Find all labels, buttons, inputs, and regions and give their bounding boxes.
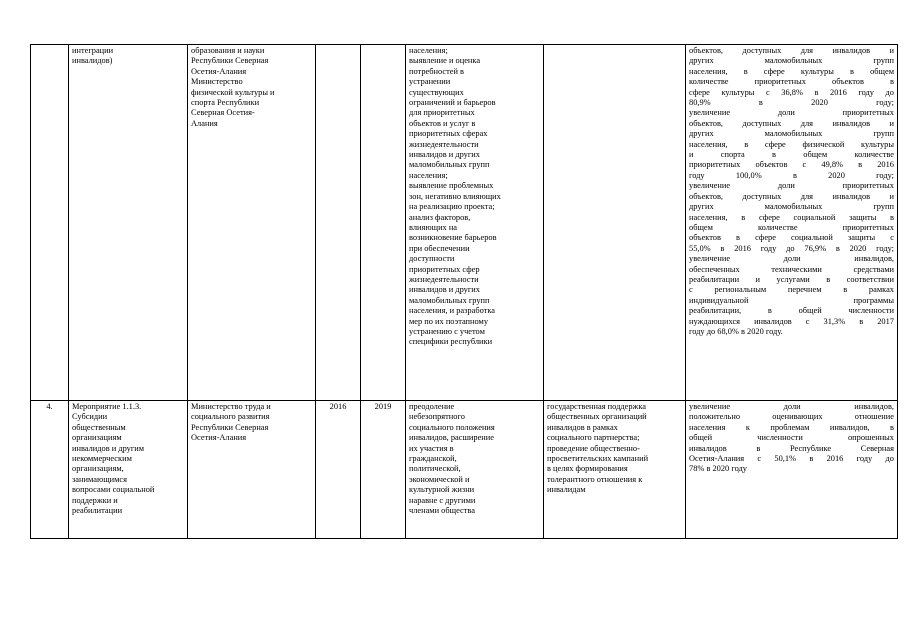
text-line: году до 68,0% в 2020 году. bbox=[689, 326, 783, 336]
executor-cell bbox=[188, 401, 316, 539]
text-line: реабилитации и услугами в соответствии bbox=[689, 274, 894, 284]
text-line: других маломобильных групп bbox=[689, 202, 894, 212]
text-line: некоммерческим bbox=[72, 454, 132, 464]
text-line: сфере культуры с 36,8% в 2016 году до bbox=[689, 87, 894, 97]
text-line: инвалидов и других bbox=[409, 285, 480, 295]
text-line: толерантного отношения к bbox=[547, 474, 643, 484]
text-line: для приоритетных bbox=[409, 108, 475, 118]
text-line: небезопрятного bbox=[409, 412, 465, 422]
text-line: образования и науки bbox=[191, 46, 265, 55]
text-line: существующих bbox=[409, 87, 464, 97]
result-cell bbox=[686, 45, 898, 401]
text-line: социального положения bbox=[409, 422, 495, 432]
text-line: анализ факторов, bbox=[409, 212, 471, 222]
text-line: Субсидии bbox=[72, 412, 108, 422]
text-line: гражданской, bbox=[409, 454, 457, 464]
text-line: объектов, доступных для инвалидов и bbox=[689, 46, 894, 55]
text-line: нуждающихся инвалидов с 31,3% в 2017 bbox=[689, 316, 894, 326]
year-end-cell bbox=[361, 45, 406, 401]
year-end-cell: 2019 bbox=[361, 401, 406, 539]
text-line: других маломобильных групп bbox=[689, 56, 894, 66]
text-line: объектов в сфере социальной защиты с bbox=[689, 233, 894, 243]
text-line: объектов и услуг в bbox=[409, 118, 476, 128]
text-line: увеличение доли приоритетных bbox=[689, 108, 894, 118]
text-line: социального развития bbox=[191, 412, 270, 422]
text-line: инвалидов) bbox=[72, 56, 113, 66]
text-line: вопросами социальной bbox=[72, 485, 155, 495]
direction-cell bbox=[544, 401, 686, 539]
text-line: ограничений и барьеров bbox=[409, 98, 496, 108]
text-line: Северная Осетия- bbox=[191, 108, 255, 118]
text-line: инвалидов и других bbox=[409, 150, 480, 160]
text-line: других маломобильных групп bbox=[689, 129, 894, 139]
event-cell bbox=[69, 401, 188, 539]
text-line: преодоление bbox=[409, 402, 455, 411]
text-line: увеличение доли инвалидов, bbox=[689, 254, 894, 264]
text-line: экономической и bbox=[409, 474, 470, 484]
text-line: Осетия-Алания bbox=[191, 66, 247, 76]
text-line: проведение общественно- bbox=[547, 443, 640, 453]
text-line: положительно оценивающих отношение bbox=[689, 412, 894, 422]
year-start-cell bbox=[316, 45, 361, 401]
table-row bbox=[31, 45, 898, 401]
event-cell bbox=[69, 45, 188, 401]
text-line: Осетия-Алания bbox=[191, 433, 247, 443]
text-line: с региональным перечнем в рамках bbox=[689, 285, 894, 295]
text-line: и спорта в общем количестве bbox=[689, 150, 894, 160]
text-line: жизнедеятельности bbox=[409, 139, 479, 149]
text-line: году 100,0% в 2020 году; bbox=[689, 170, 894, 180]
text-line: населения, в сфере культуры в общем bbox=[689, 66, 894, 76]
text-line: приоритетных объектов с 49,8% в 2016 bbox=[689, 160, 894, 170]
program-table bbox=[30, 44, 898, 539]
text-line: культурной жизни bbox=[409, 485, 475, 495]
text-line: поддержки и bbox=[72, 495, 118, 505]
text-line: членами общества bbox=[409, 506, 475, 516]
text-line: в целях формирования bbox=[547, 464, 628, 474]
text-line: инвалидов и другим bbox=[72, 443, 145, 453]
text-line: общественным bbox=[72, 422, 126, 432]
text-line: населения, в сфере социальной защиты в bbox=[689, 212, 894, 222]
text-line: маломобильных групп bbox=[409, 295, 490, 305]
text-line: Осетия-Алания с 50,1% в 2016 году до bbox=[689, 454, 894, 464]
text-line: населения; bbox=[409, 46, 448, 55]
year-start-cell: 2016 bbox=[316, 401, 361, 539]
text-line: занимающимся bbox=[72, 474, 128, 484]
text-line: объектов, доступных для инвалидов и bbox=[689, 118, 894, 128]
text-line: 78% в 2020 году bbox=[689, 464, 747, 474]
text-line: выявление и оценка bbox=[409, 56, 481, 66]
text-line: общей численности опрошенных bbox=[689, 433, 894, 443]
text-line: 80,9% в 2020 году; bbox=[689, 98, 894, 108]
text-line: приоритетных сферах bbox=[409, 129, 488, 139]
text-line: на реализацию проекта; bbox=[409, 202, 495, 212]
text-line: возникновение барьеров bbox=[409, 233, 497, 243]
text-line: социального партнерства; bbox=[547, 433, 640, 443]
text-line: реабилитации bbox=[72, 506, 123, 516]
result-cell bbox=[686, 401, 898, 539]
direction-cell bbox=[544, 45, 686, 401]
text-line: Министерство bbox=[191, 77, 243, 87]
text-line: жизнедеятельности bbox=[409, 274, 479, 284]
text-line: общем количестве приоритетных bbox=[689, 222, 894, 232]
text-line: организациям bbox=[72, 433, 122, 443]
text-line: организациям, bbox=[72, 464, 124, 474]
text-line: доступности bbox=[409, 254, 455, 264]
text-line: физической культуры и bbox=[191, 87, 275, 97]
text-line: инвалидов, расширение bbox=[409, 433, 494, 443]
text-line: инвалидов в Республике Северная bbox=[689, 443, 894, 453]
text-line: населения, в сфере физической культуры bbox=[689, 139, 894, 149]
text-line: спорта Республики bbox=[191, 98, 260, 108]
text-line: общественных организаций bbox=[547, 412, 647, 422]
text-line: увеличение доли инвалидов, bbox=[689, 402, 894, 411]
text-line: приоритетных сфер bbox=[409, 264, 480, 274]
text-line: при обеспечении bbox=[409, 243, 470, 253]
text-line: населения к проблемам инвалидов, в bbox=[689, 422, 894, 432]
text-line: интеграции bbox=[72, 46, 114, 55]
text-line: потребностей в bbox=[409, 66, 464, 76]
row-number bbox=[31, 45, 69, 401]
text-line: Министерство труда и bbox=[191, 402, 271, 411]
text-line: населения, и разработка bbox=[409, 306, 495, 316]
text-line: Мероприятие 1.1.3. bbox=[72, 402, 142, 411]
text-line: объектов, доступных для инвалидов и bbox=[689, 191, 894, 201]
text-line: индивидуальной программы bbox=[689, 295, 894, 305]
text-line: 55,0% в 2016 году до 76,9% в 2020 году; bbox=[689, 243, 894, 253]
text-line: инвалидам bbox=[547, 485, 586, 495]
text-line: мер по их поэтапному bbox=[409, 316, 489, 326]
text-line: увеличение доли приоритетных bbox=[689, 181, 894, 191]
text-line: Республики Северная bbox=[191, 56, 269, 66]
text-line: населения; bbox=[409, 170, 448, 180]
text-line: Республики Северная bbox=[191, 422, 269, 432]
text-line: государственная поддержка bbox=[547, 402, 646, 411]
text-line: маломобильных групп bbox=[409, 160, 490, 170]
text-line: политической, bbox=[409, 464, 461, 474]
content-cell bbox=[406, 45, 544, 401]
text-line: просветительских кампаний bbox=[547, 454, 649, 464]
text-line: зон, негативно влияющих bbox=[409, 191, 501, 201]
text-line: реабилитации, в общей численности bbox=[689, 306, 894, 316]
text-line: влияющих на bbox=[409, 222, 458, 232]
text-line: специфики республики bbox=[409, 337, 493, 347]
text-line: количестве приоритетных объектов в bbox=[689, 77, 894, 87]
table-row bbox=[31, 401, 898, 539]
row-number: 4. bbox=[31, 401, 69, 539]
text-line: инвалидов в рамках bbox=[547, 422, 618, 432]
text-line: устранении bbox=[409, 77, 451, 87]
text-line: наравне с другими bbox=[409, 495, 476, 505]
text-line: их участия в bbox=[409, 443, 454, 453]
text-line: Алания bbox=[191, 118, 218, 128]
text-line: обеспеченных техническими средствами bbox=[689, 264, 894, 274]
content-cell bbox=[406, 401, 544, 539]
executor-cell bbox=[188, 45, 316, 401]
text-line: устранению с учетом bbox=[409, 326, 485, 336]
text-line: выявление проблемных bbox=[409, 181, 494, 191]
